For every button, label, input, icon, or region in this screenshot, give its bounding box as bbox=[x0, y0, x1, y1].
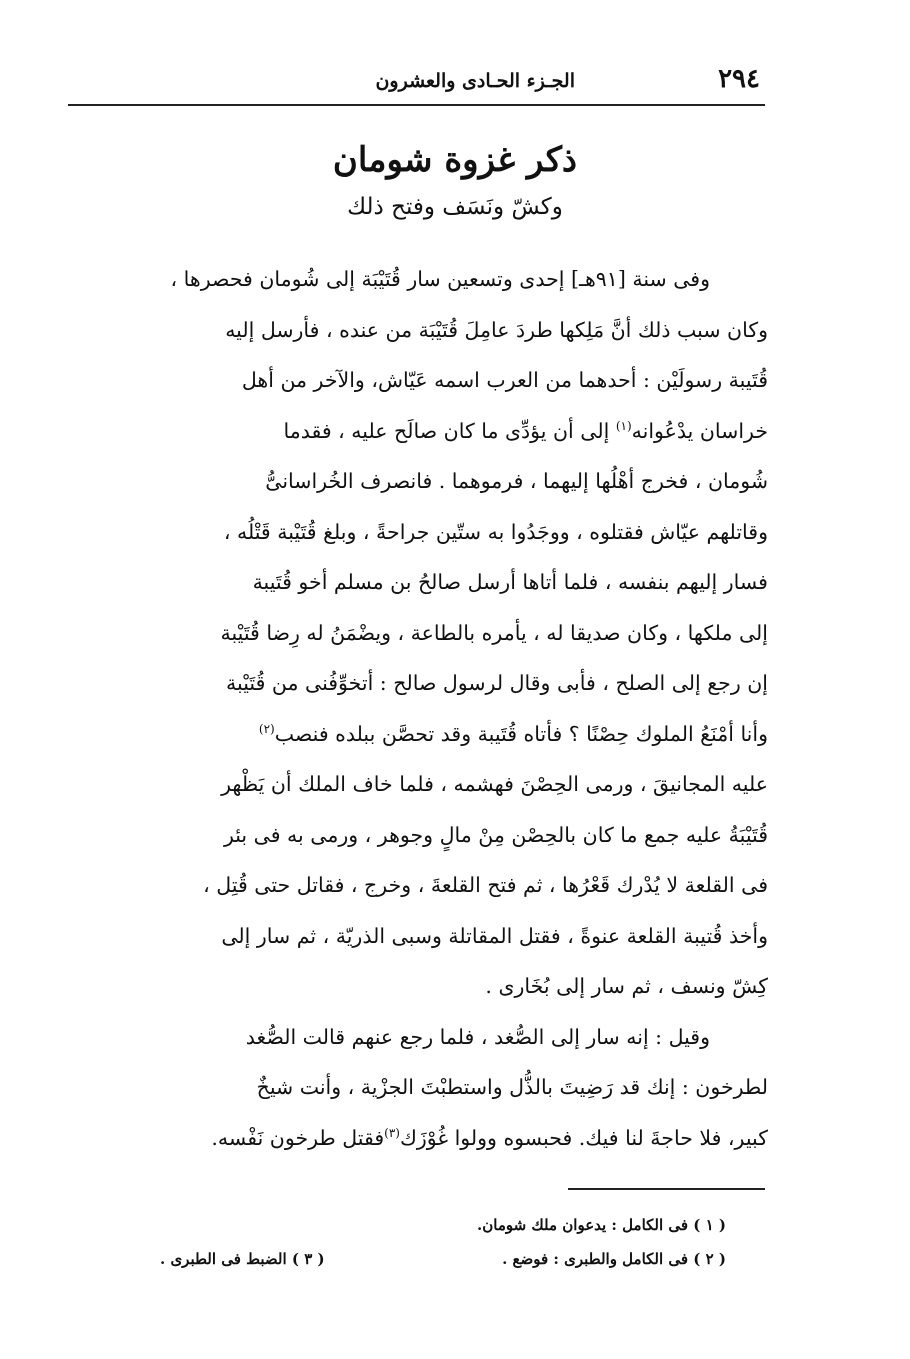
section-subtitle: وكشّ ونَسَف وفتح ذلك bbox=[347, 194, 563, 220]
text-line: وقاتلهم عيّاش فقتلوه ، ووجَدُوا به ستّين جراحةً ، وبلغ قُتَيْبة قَتْلُه ، bbox=[223, 519, 768, 544]
text-line: فى القلعة لا يُدْرك قَعْرُها ، ثم فتح القلعةَ ، وخرج ، فقاتل حتى قُتِل ، bbox=[203, 873, 768, 897]
footnote-ref-1: (١) bbox=[615, 418, 632, 433]
text-line-with-note bbox=[68, 709, 768, 760]
running-title: الجـزء الحـادى والعشرون bbox=[375, 70, 575, 92]
text-line: وكان سبب ذلك أنَّ مَلِكها طردَ عامِلَ قُتَيْبَة من عنده ، فأرسل إليه bbox=[225, 317, 768, 342]
section-title: ذكر غزوة شومان bbox=[332, 140, 578, 180]
footnote-row bbox=[160, 1242, 726, 1276]
text-line: قُتَيبة رسولَيْن : أحدهما من العرب اسمه عَيّاش، والآخر من أهل bbox=[241, 368, 768, 392]
footnote-1: ( ١ ) فى الكامل : يدعوان ملك شومان. bbox=[477, 1216, 726, 1234]
text-fragment: فقتل طرخون نَفْسه. bbox=[211, 1125, 385, 1150]
footnote-3: ( ٣ ) الضبط فى الطبرى . bbox=[160, 1250, 325, 1268]
text-line: إن رجع إلى الصلح ، فأبى وقال لرسول صالح : أتخوِّفُنى من قُتَيْبة bbox=[226, 671, 768, 695]
text-line: وفى سنة [٩١هـ] إحدى وتسعين سار قُتَيْبَة إلى شُومان فحصرها ، bbox=[170, 267, 710, 291]
text-line: عليه المجانيقَ ، ورمى الحِصْنَ فهشمه ، فلما خاف الملك أن يَظْهر bbox=[221, 772, 768, 796]
text-fragment: إلى أن يؤدِّى ما كان صالَح عليه ، فقدما bbox=[283, 418, 610, 443]
text-line: وقيل : إنه سار إلى الصُّغد ، فلما رجع عنهم قالت الصُّغد bbox=[245, 1024, 710, 1049]
text-line-with-note bbox=[68, 406, 768, 457]
text-line: وأخذ قُتيبة القلعة عنوةً ، فقتل المقاتلة وسبى الذريّة ، ثم سار إلى bbox=[221, 923, 768, 948]
footnotes bbox=[160, 1208, 726, 1276]
footnote-2: ( ٢ ) فى الكامل والطبرى : فوضع . bbox=[502, 1250, 726, 1268]
text-line: قُتَيْبَةُ عليه جمع ما كان بالحِصْن مِنْ مالٍ وجوهر ، ورمى به فى بئر bbox=[223, 822, 768, 847]
text-fragment: وأنا أمْنَعُ الملوك حِصْنًا ؟ فأتاه قُتَيبة وقد تحصَّن ببلده فنصب bbox=[274, 721, 768, 746]
text-line: إلى ملكها ، وكان صديقا له ، يأمره بالطاعة ، ويضْمَنُ له رِضا قُتَيْبة bbox=[220, 620, 768, 645]
paragraph-2 bbox=[68, 1012, 768, 1164]
text-line: فسار إليهم بنفسه ، فلما أتاها أرسل صالحُ بن مسلم أخو قُتَيبة bbox=[252, 570, 768, 594]
paragraph-1 bbox=[68, 254, 768, 1012]
running-header bbox=[60, 58, 760, 102]
header-divider bbox=[68, 104, 765, 106]
body-text bbox=[68, 254, 768, 1163]
footnote-divider bbox=[568, 1188, 765, 1190]
page-number: ٢٩٤ bbox=[718, 64, 760, 94]
text-fragment: خراسان يدْعُوانه bbox=[631, 418, 768, 443]
text-fragment: كبير، فلا حاجةَ لنا فيك. فحبسوه وولوا غُوْزَك bbox=[399, 1125, 768, 1150]
text-line: شُومان ، فخرج أهْلُها إليهما ، فرموهما . فانصرف الخُراسانىُّ bbox=[265, 469, 768, 493]
footnote-ref-3: (٣) bbox=[384, 1125, 400, 1140]
text-line-with-note bbox=[68, 1113, 768, 1164]
footnote-ref-2: (٢) bbox=[258, 721, 275, 736]
text-line: لطرخون : إنك قد رَضِيتَ بالذُّل واستطبْتَ الجزْية ، وأنت شيخٌ bbox=[256, 1075, 768, 1099]
text-line: كِشّ ونسف ، ثم سار إلى بُخَارى . bbox=[485, 974, 768, 998]
